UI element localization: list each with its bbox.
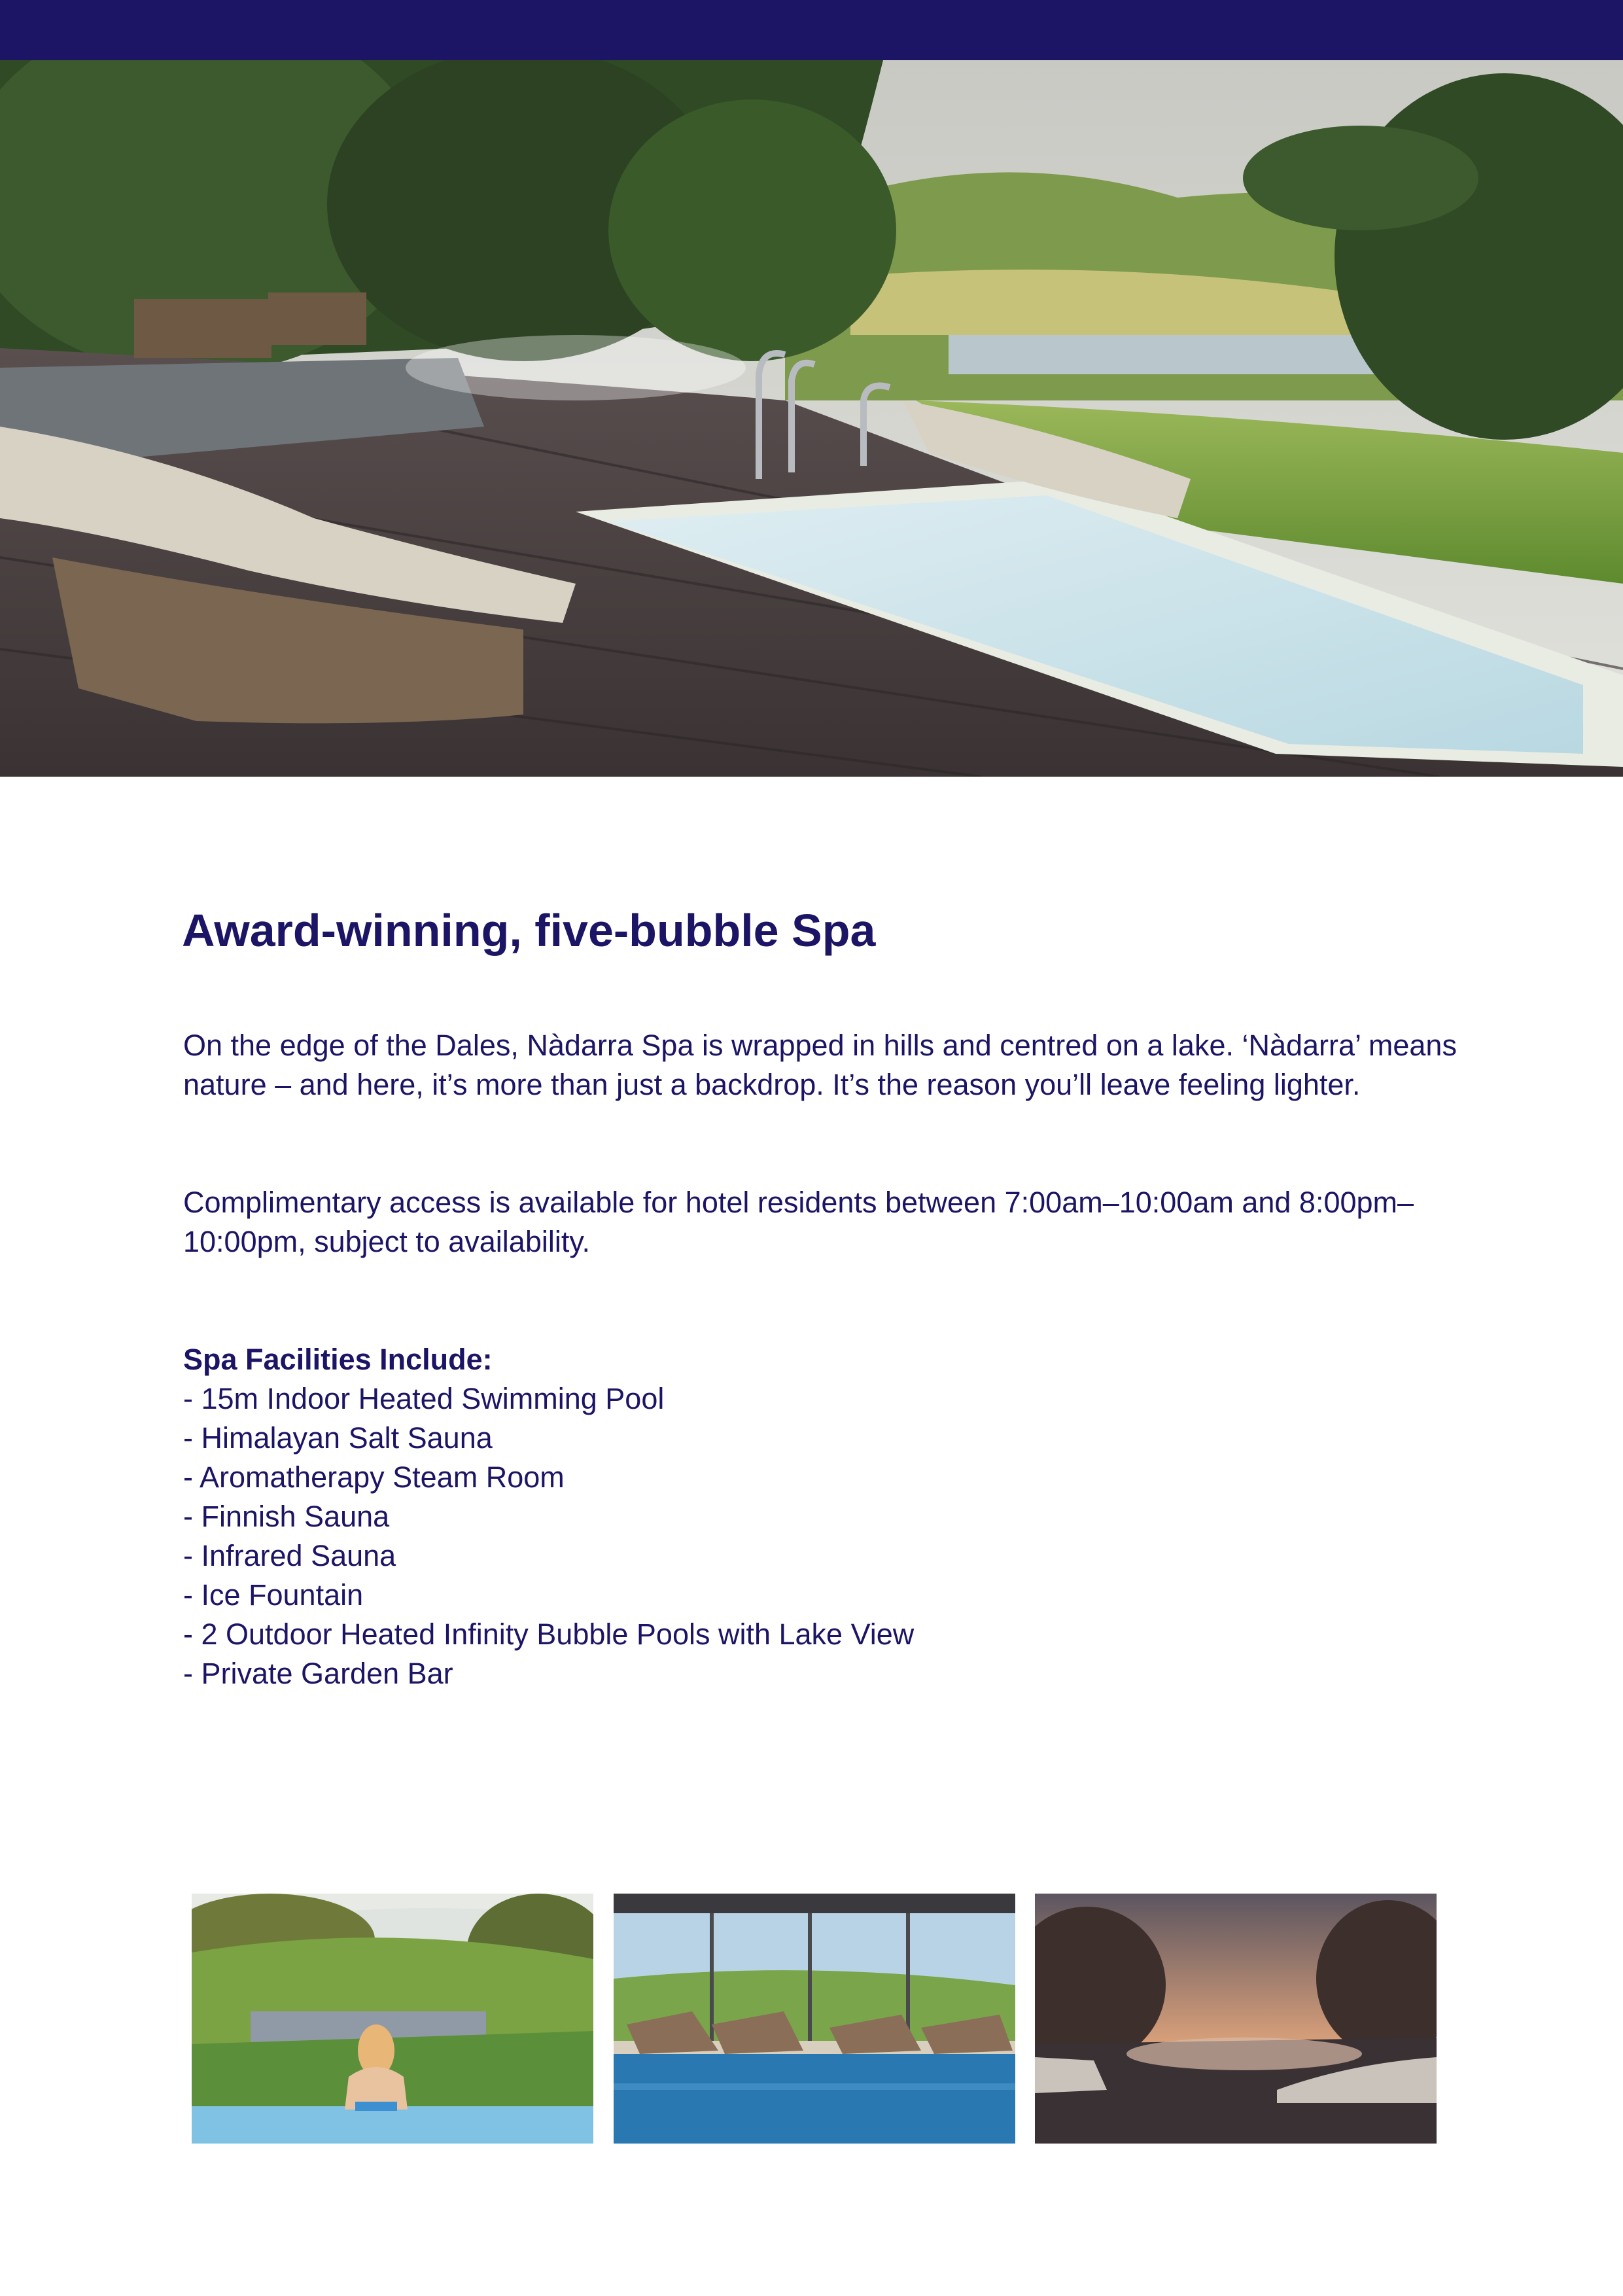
hero-spa-photo: [0, 60, 1623, 777]
facility-item: - Himalayan Salt Sauna: [183, 1421, 493, 1455]
facilities-section: [183, 1340, 914, 1693]
facilities-heading: Spa Facilities Include:: [183, 1343, 493, 1376]
facility-item: - Private Garden Bar: [183, 1657, 453, 1690]
gallery-photo-infinity-pool: [192, 1894, 593, 2144]
facilities-list: [183, 1379, 914, 1693]
facility-item: - 2 Outdoor Heated Infinity Bubble Pools with Lake View: [183, 1617, 915, 1651]
access-paragraph: Complimentary access is available for hotel residents between 7:00am–10:00am and 8:00pm–10:00pm, subject to availability.: [183, 1186, 1414, 1258]
page-title: Award-winning, five-bubble Spa: [182, 905, 876, 956]
facility-item: - Finnish Sauna: [183, 1500, 390, 1533]
facility-item: - Aromatherapy Steam Room: [183, 1460, 565, 1494]
facility-item: - 15m Indoor Heated Swimming Pool: [183, 1382, 665, 1415]
facility-item: - Ice Fountain: [183, 1578, 364, 1612]
gallery-photo-dusk-deck: [1035, 1894, 1437, 2144]
intro-paragraph: On the edge of the Dales, Nàdarra Spa is wrapped in hills and centred on a lake. ‘Nàdarra’ means nature – and here, it’s more than just a backdrop. It’s the reason you’ll leave feeling lighter.: [183, 1029, 1457, 1101]
top-brand-bar: [0, 0, 1623, 60]
gallery-photo-indoor-pool: [614, 1894, 1015, 2144]
facility-item: - Infrared Sauna: [183, 1539, 396, 1572]
